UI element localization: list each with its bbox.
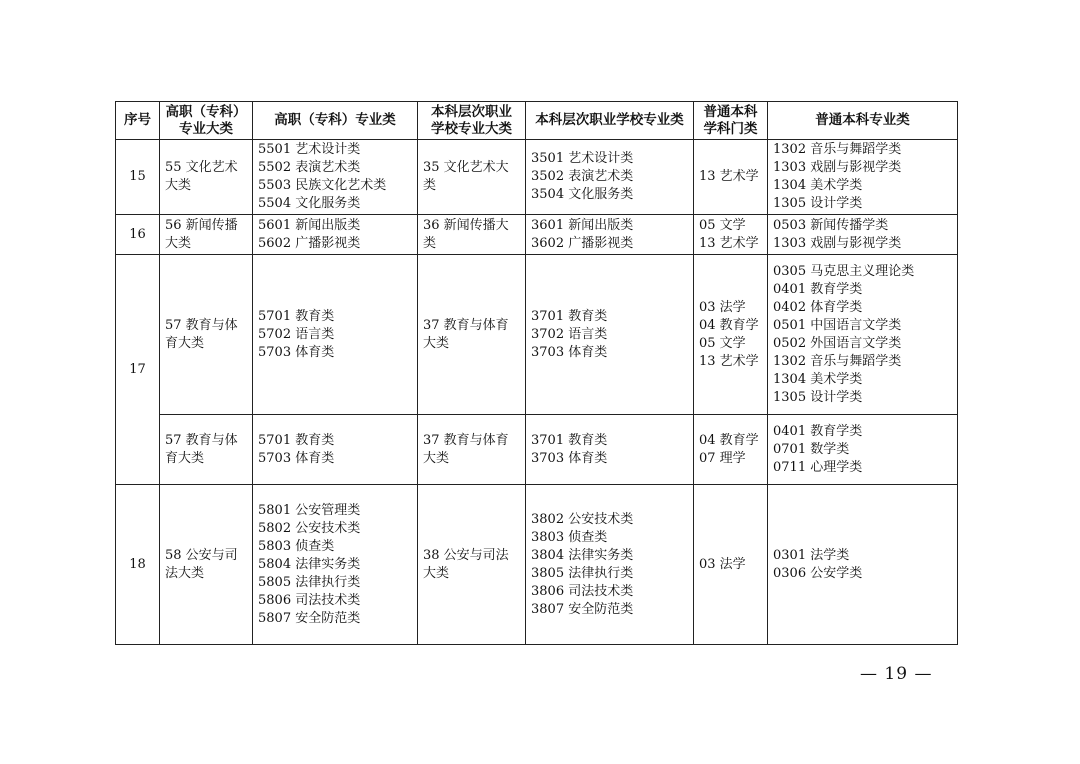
major-catalog-table	[115, 101, 958, 645]
cell-line: 05 文学	[699, 335, 746, 351]
cell-line: 3502 表演艺术类	[531, 169, 634, 184]
cell-line: 0401 教育学类	[773, 281, 863, 297]
cell-line: 0402 体育学类	[773, 299, 863, 315]
cell-line: 5504 文化服务类	[258, 196, 361, 211]
table-row	[116, 415, 958, 485]
cell-line: 0305 马克思主义理论类	[773, 263, 915, 279]
header-undergrad-vocational-majors: 本科层次职业学校专业类	[526, 102, 694, 140]
undergrad-vocational-majors-cell	[526, 255, 694, 415]
cell-line: 57 教育与体	[165, 317, 238, 333]
row-serial: 18	[116, 485, 160, 645]
header-vocational-majors: 高职（专科）专业类	[253, 102, 418, 140]
cell-line: 5804 法律实务类	[258, 556, 361, 572]
cell-line: 1304 美术学类	[773, 371, 863, 387]
cell-line: 38 公安与司法	[423, 547, 509, 563]
header-line: 高职（专科）	[165, 103, 247, 120]
cell-line: 1303 戏剧与影视学类	[773, 235, 902, 251]
cell-line: 1304 美术学类	[773, 178, 863, 193]
cell-line: 5702 语言类	[258, 326, 335, 342]
cell-line: 3504 文化服务类	[531, 187, 634, 202]
vocational-category-cell	[160, 140, 253, 215]
cell-line: 3702 语言类	[531, 326, 608, 342]
header-discipline	[694, 102, 768, 140]
discipline-cell	[694, 485, 768, 645]
undergrad-majors-cell	[768, 485, 958, 645]
undergrad-vocational-category-cell	[418, 215, 526, 255]
cell-line: 0503 新闻传播学类	[773, 217, 889, 233]
vocational-majors-cell	[253, 485, 418, 645]
row-serial: 16	[116, 215, 160, 255]
cell-line: 0701 数学类	[773, 441, 850, 457]
cell-line: 5701 教育类	[258, 432, 335, 448]
cell-line: 5803 侦查类	[258, 538, 335, 554]
cell-line: 5601 新闻出版类	[258, 217, 361, 233]
cell-line: 35 文化艺术大	[423, 160, 509, 175]
cell-line: 1305 设计学类	[773, 196, 863, 211]
cell-line: 5502 表演艺术类	[258, 160, 361, 175]
cell-line: 0306 公安学类	[773, 565, 863, 581]
undergrad-majors-cell	[768, 415, 958, 485]
discipline-cell	[694, 140, 768, 215]
cell-line: 0301 法学类	[773, 547, 850, 563]
cell-line: 大类	[423, 565, 450, 581]
cell-line: 5503 民族文化艺术类	[258, 178, 387, 193]
cell-line: 5805 法律执行类	[258, 574, 361, 590]
cell-line: 3501 艺术设计类	[531, 151, 634, 166]
cell-line: 55 文化艺术	[165, 160, 238, 175]
cell-line: 13 艺术学	[699, 353, 759, 369]
undergrad-majors-cell	[768, 140, 958, 215]
cell-line: 13 艺术学	[699, 169, 759, 184]
cell-line: 36 新闻传播大	[423, 217, 509, 233]
cell-line: 0711 心理学类	[773, 459, 863, 475]
header-line: 专业大类	[179, 120, 233, 137]
cell-line: 3803 侦查类	[531, 529, 608, 545]
cell-line: 37 教育与体育	[423, 432, 509, 448]
header-line: 学校专业大类	[431, 120, 512, 137]
cell-line: 5806 司法技术类	[258, 592, 361, 608]
undergrad-vocational-category-cell	[418, 415, 526, 485]
undergrad-vocational-category-cell	[418, 140, 526, 215]
undergrad-majors-cell	[768, 255, 958, 415]
cell-line: 0501 中国语言文学类	[773, 317, 902, 333]
header-serial: 序号	[116, 102, 160, 140]
cell-line: 5701 教育类	[258, 308, 335, 324]
cell-line: 5602 广播影视类	[258, 235, 361, 251]
page-number: — 19 —	[860, 664, 933, 684]
cell-line: 13 艺术学	[699, 235, 759, 251]
cell-line: 3701 教育类	[531, 308, 608, 324]
undergrad-vocational-majors-cell	[526, 485, 694, 645]
cell-line: 3807 安全防范类	[531, 601, 634, 617]
vocational-majors-cell	[253, 215, 418, 255]
vocational-majors-cell	[253, 255, 418, 415]
row-serial: 17	[116, 255, 160, 485]
cell-line: 3804 法律实务类	[531, 547, 634, 563]
cell-line: 5807 安全防范类	[258, 610, 361, 626]
row-serial: 15	[116, 140, 160, 215]
header-undergrad-majors: 普通本科专业类	[768, 102, 958, 140]
cell-line: 04 教育学	[699, 317, 759, 333]
header-vocational-category	[160, 102, 253, 140]
cell-line: 56 新闻传播	[165, 217, 238, 233]
cell-line: 育大类	[165, 335, 205, 351]
vocational-majors-cell	[253, 140, 418, 215]
header-undergrad-vocational-category	[418, 102, 526, 140]
discipline-cell	[694, 255, 768, 415]
cell-line: 大类	[165, 178, 192, 193]
undergrad-vocational-majors-cell	[526, 140, 694, 215]
cell-line: 3806 司法技术类	[531, 583, 634, 599]
cell-line: 5703 体育类	[258, 344, 335, 360]
cell-line: 37 教育与体育	[423, 317, 509, 333]
vocational-category-cell	[160, 215, 253, 255]
cell-line: 大类	[165, 235, 192, 251]
header-row	[116, 102, 958, 140]
undergrad-vocational-majors-cell	[526, 415, 694, 485]
vocational-category-cell	[160, 415, 253, 485]
undergrad-vocational-category-cell	[418, 255, 526, 415]
cell-line: 3703 体育类	[531, 450, 608, 466]
cell-line: 1302 音乐与舞蹈学类	[773, 142, 902, 157]
cell-line: 类	[423, 235, 437, 251]
cell-line: 类	[423, 178, 437, 193]
cell-line: 大类	[423, 335, 450, 351]
vocational-majors-cell	[253, 415, 418, 485]
cell-line: 3802 公安技术类	[531, 511, 634, 527]
cell-line: 3602 广播影视类	[531, 235, 634, 251]
vocational-category-cell	[160, 255, 253, 415]
table-row	[116, 485, 958, 645]
cell-line: 5501 艺术设计类	[258, 142, 361, 157]
cell-line: 05 文学	[699, 217, 746, 233]
cell-line: 03 法学	[699, 299, 746, 315]
undergrad-vocational-majors-cell	[526, 215, 694, 255]
cell-line: 3701 教育类	[531, 432, 608, 448]
cell-line: 1305 设计学类	[773, 389, 863, 405]
cell-line: 57 教育与体	[165, 432, 238, 448]
cell-line: 3703 体育类	[531, 344, 608, 360]
cell-line: 5801 公安管理类	[258, 502, 361, 518]
table-row	[116, 255, 958, 415]
cell-line: 07 理学	[699, 450, 746, 466]
cell-line: 0401 教育学类	[773, 423, 863, 439]
cell-line: 3601 新闻出版类	[531, 217, 634, 233]
cell-line: 0502 外国语言文学类	[773, 335, 902, 351]
table-row	[116, 140, 958, 215]
undergrad-majors-cell	[768, 215, 958, 255]
undergrad-vocational-category-cell	[418, 485, 526, 645]
cell-line: 5802 公安技术类	[258, 520, 361, 536]
cell-line: 5703 体育类	[258, 450, 335, 466]
header-line: 学科门类	[703, 120, 758, 137]
cell-line: 03 法学	[699, 556, 746, 572]
cell-line: 育大类	[165, 450, 205, 466]
cell-line: 1303 戏剧与影视学类	[773, 160, 902, 175]
cell-line: 3805 法律执行类	[531, 565, 634, 581]
table-row	[116, 215, 958, 255]
cell-line: 法大类	[165, 565, 205, 581]
cell-line: 大类	[423, 450, 450, 466]
header-line: 本科层次职业	[431, 103, 512, 120]
vocational-category-cell	[160, 485, 253, 645]
discipline-cell	[694, 415, 768, 485]
cell-line: 1302 音乐与舞蹈学类	[773, 353, 902, 369]
cell-line: 58 公安与司	[165, 547, 238, 563]
discipline-cell	[694, 215, 768, 255]
header-line: 普通本科	[703, 103, 758, 120]
cell-line: 04 教育学	[699, 432, 759, 448]
